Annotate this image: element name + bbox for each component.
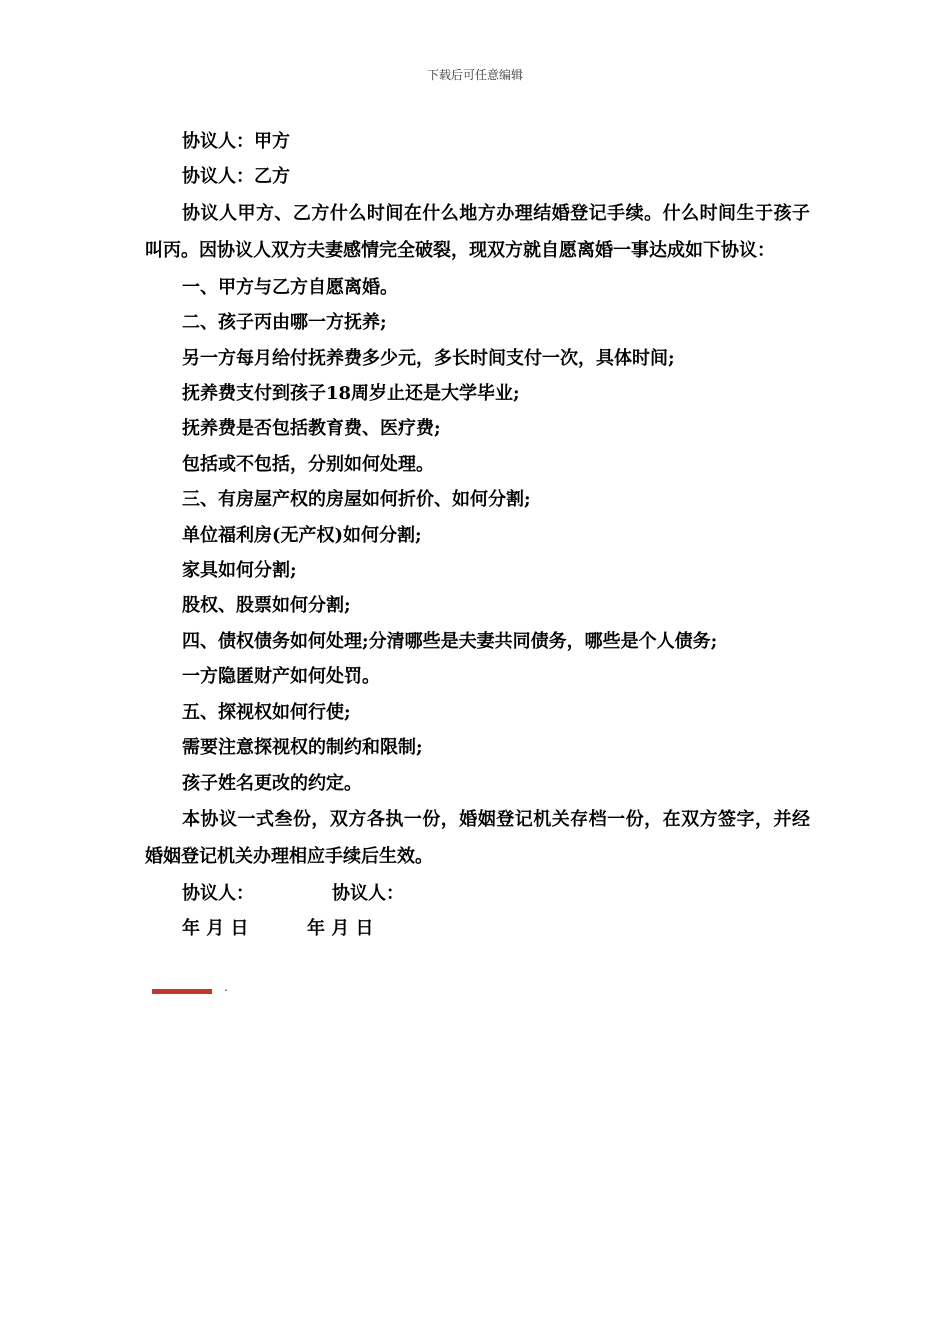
closing-paragraph: 本协议一式叁份，双方各执一份，婚姻登记机关存档一份，在双方签字，并经婚姻登记机关办理相应手续后生效。 [145, 808, 810, 868]
date-right: 年 月 日 [307, 918, 374, 940]
footer-dot: . [224, 980, 228, 994]
party-b-line: 协议人：乙方 [182, 166, 290, 188]
clause-3: 三、有房屋产权的房屋如何折价、如何分割; [182, 489, 531, 511]
intro-paragraph: 协议人甲方、乙方什么时间在什么地方办理结婚登记手续。什么时间生于孩子叫丙。因协议人双方夫妻感情完全破裂，现双方就自愿离婚一事达成如下协议： [145, 202, 810, 262]
clause-4-hidden-assets: 一方隐匿财产如何处罚。 [182, 666, 380, 688]
clause-5-visitation-limits: 需要注意探视权的制约和限制; [182, 737, 423, 759]
clause-2-support-fee: 另一方每月给付抚养费多少元，多长时间支付一次，具体时间; [182, 347, 675, 369]
signature-row [145, 876, 810, 911]
clause-3-furniture: 家具如何分割; [182, 560, 297, 582]
clause-2-support-scope: 抚养费是否包括教育费、医疗费; [182, 418, 441, 440]
signature-right: 协议人： [332, 882, 404, 904]
party-a-line: 协议人：甲方 [182, 131, 290, 152]
signature-left: 协议人： [182, 882, 254, 904]
clause-3-stocks: 股权、股票如何分割; [182, 595, 351, 617]
footer-red-bar [152, 989, 212, 994]
clause-2: 二、孩子丙由哪一方抚养; [182, 312, 387, 334]
page-header-note: 下载后可任意编辑 [426, 68, 523, 82]
clause-3-welfare-housing: 单位福利房(无产权)如何分割; [182, 524, 422, 546]
agreement-body [145, 124, 810, 947]
clause-4: 四、债权债务如何处理;分清哪些是夫妻共同债务，哪些是个人债务; [182, 630, 718, 652]
date-left: 年 月 日 [182, 918, 249, 940]
clause-2-support-handling: 包括或不包括，分别如何处理。 [182, 453, 434, 475]
date-row [145, 911, 810, 946]
clause-2-support-duration: 抚养费支付到孩子18周岁止还是大学毕业; [182, 383, 520, 405]
clause-5: 五、探视权如何行使; [182, 701, 351, 723]
clause-5-child-name: 孩子姓名更改的约定。 [182, 772, 362, 794]
clause-1: 一、甲方与乙方自愿离婚。 [182, 276, 398, 298]
